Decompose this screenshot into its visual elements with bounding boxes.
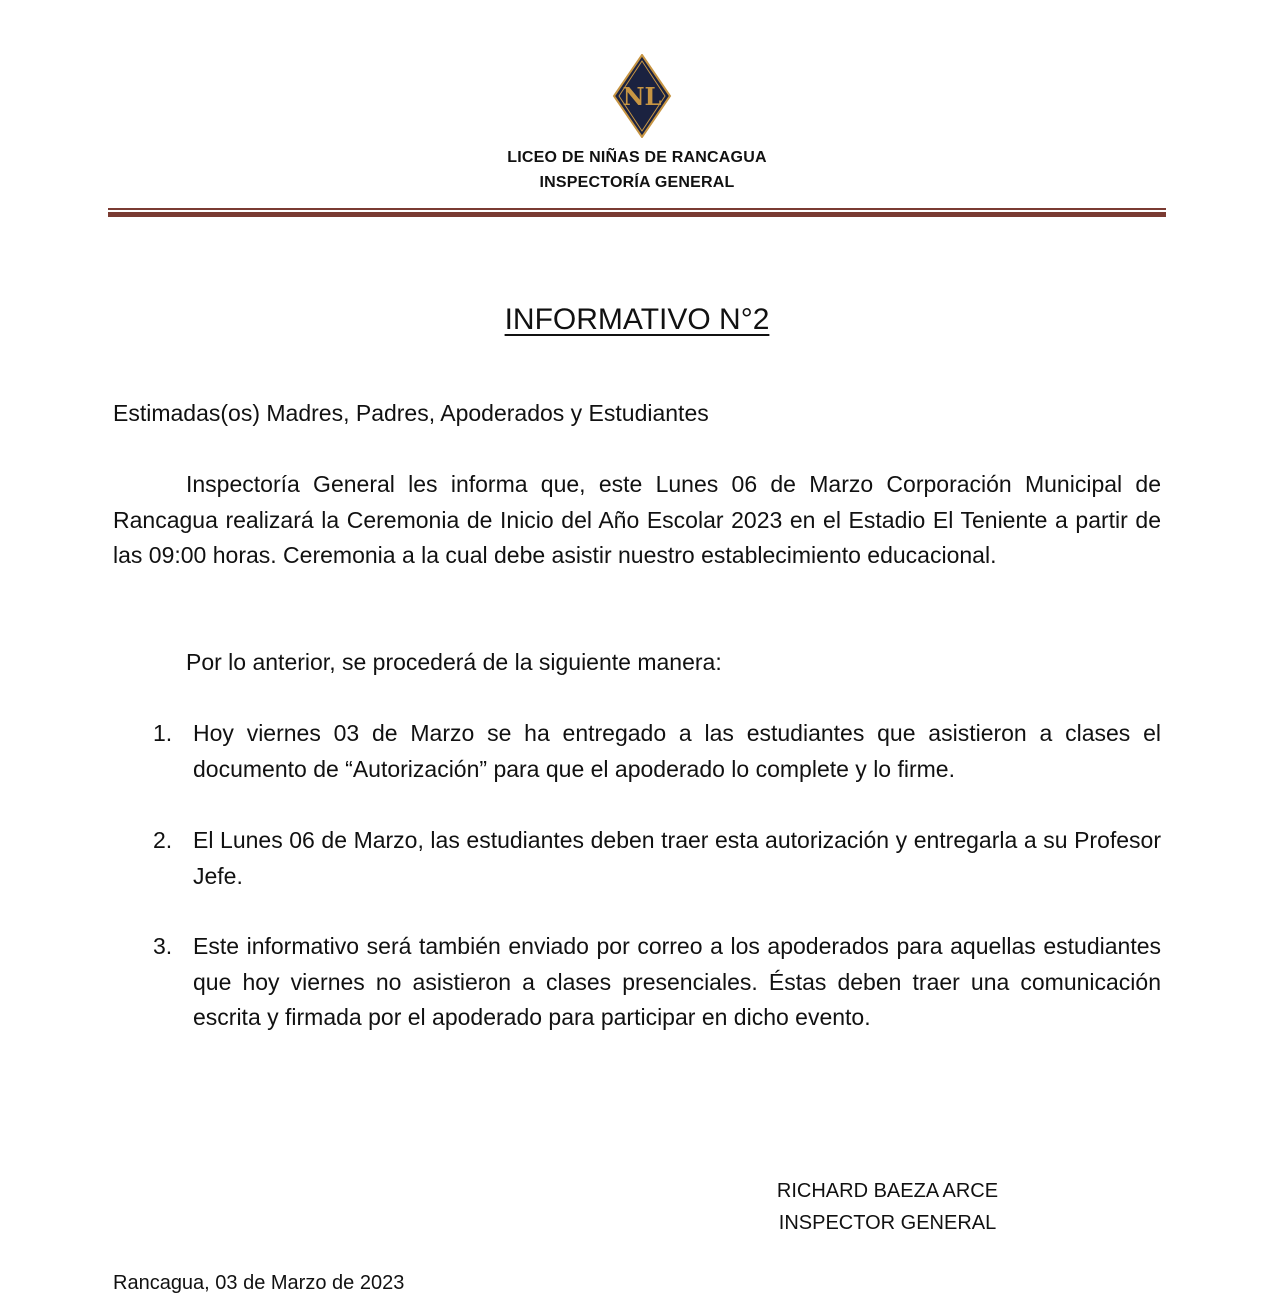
- document-title: INFORMATIVO N°2: [504, 303, 770, 336]
- list-item-text: El Lunes 06 de Marzo, las estudiantes deben traer esta autorización y entregarla a su Profesor Jefe.: [193, 827, 1161, 889]
- greeting: Estimadas(os) Madres, Padres, Apoderados y Estudiantes: [113, 400, 709, 426]
- department-name: INSPECTORÍA GENERAL: [539, 174, 735, 191]
- signatory-name: RICHARD BAEZA ARCE: [776, 1180, 999, 1202]
- list-item-number: 3.: [153, 933, 173, 959]
- list-item-number: 1.: [153, 720, 173, 746]
- logo-lettering: NL: [622, 82, 662, 111]
- place-and-date: Rancagua, 03 de Marzo de 2023: [113, 1272, 405, 1294]
- list-item: [113, 716, 1161, 787]
- logo-graphic: [612, 54, 672, 138]
- school-name: LICEO DE NIÑAS DE RANCAGUA: [507, 149, 767, 166]
- header-divider-thin: [108, 208, 1166, 210]
- header-divider-thick: [108, 212, 1166, 217]
- list-item: [113, 823, 1161, 894]
- nl-diamond-monogram-logo: [612, 54, 672, 138]
- list-item-text: Hoy viernes 03 de Marzo se ha entregado a las estudiantes que asistieron a clases el documento de “Autorización” para que el apoderado lo complete y lo firme.: [193, 720, 1161, 782]
- list-item-number: 2.: [153, 827, 173, 853]
- list-item-text: Este informativo será también enviado por correo a los apoderados para aquellas estudiantes que hoy viernes no asistieron a clases presenciales. Éstas deben traer una comunicación escrita y firmada por el apoderado para participar en dicho evento.: [193, 933, 1161, 1030]
- procedure-intro-paragraph: Por lo anterior, se procederá de la siguiente manera:: [186, 649, 722, 675]
- signatory-title: INSPECTOR GENERAL: [778, 1212, 997, 1234]
- list-item: [113, 929, 1161, 1036]
- announcement-paragraph: Inspectoría General les informa que, este Lunes 06 de Marzo Corporación Municipal de Rancagua realizará la Ceremonia de Inicio del Año Escolar 2023 en el Estadio El Teniente a partir de las 09:00 horas. Ceremonia a la cual debe asistir nuestro establecimiento educacional.: [113, 471, 1161, 568]
